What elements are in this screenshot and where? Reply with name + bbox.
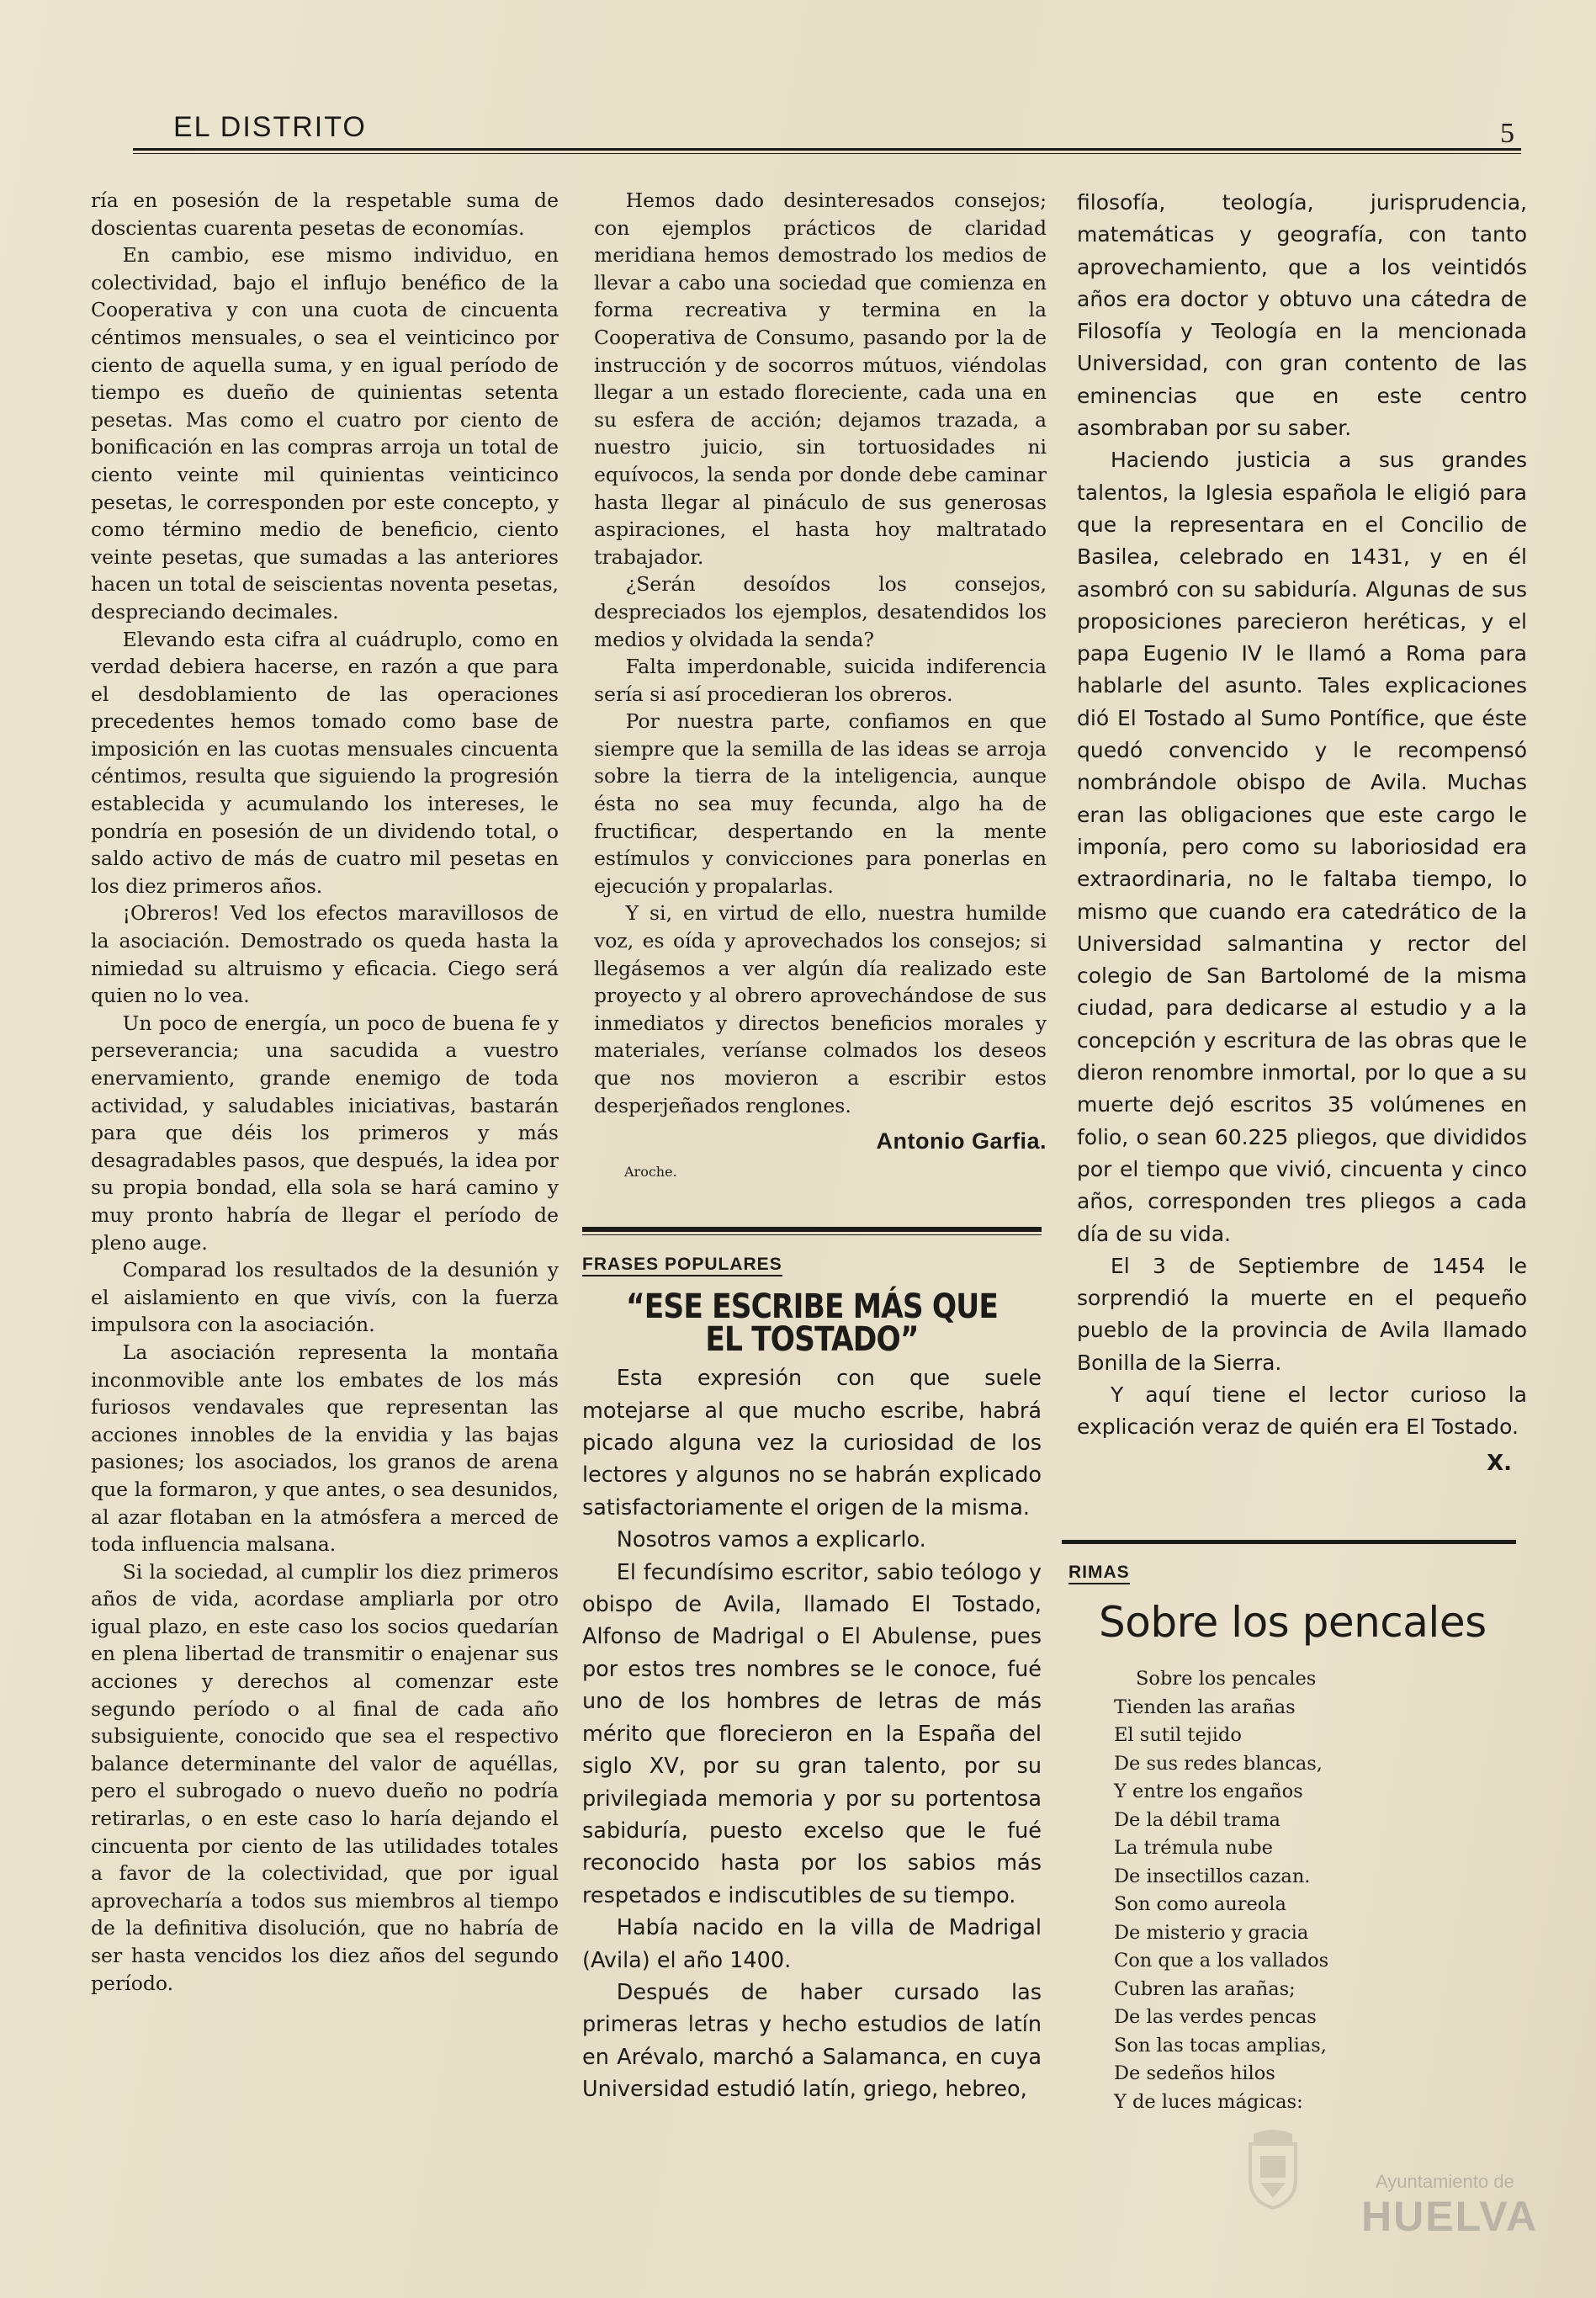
article-headline: “ESE ESCRIBE MÁS QUE EL TOSTADO”	[626, 1287, 998, 1359]
paragraph: El fecundísimo escritor, sabio teólogo y obispo de Avila, llamado El Tostado, Alfonso de Madrigal o El Abulense, pues por estos tres nombres se le conoce, fué uno de los hombres de letras de más mérito que florecieron en la España del siglo XV, por su gran talento, por su privilegiada memoria y por su portentosa sabiduría, puesto excelso que le fué reconocido hasta por los sabios más respetados e indiscutibles de su tiempo.	[582, 1559, 1042, 1908]
paragraph: Y si, en virtud de ello, nuestra humilde voz, es oída y aprovechados los consejos; si llegásemos a ver algún día realizado este proyecto y al obrero aprovechándose de sus inmediatos y directos beneficios morales y materiales, veríanse colmados los deseos que nos movieron a escribir estos desperjeñados renglones.	[594, 901, 1047, 1117]
page-number: 5	[1500, 118, 1514, 149]
poem-verse: De insectillos cazan.	[1114, 1865, 1311, 1887]
paragraph: Esta expresión con que suele motejarse al que mucho escribe, habrá picado alguna vez la curiosidad de los lectores y algunos no se habrán explicado satisfactoriamente el origen de la misma.	[582, 1366, 1042, 1521]
paragraph: Comparad los resultados de la desunión y el aislamiento en que vivís, con la fuerza impulsora con la asociación.	[91, 1258, 559, 1337]
paragraph: Haciendo justicia a sus grandes talentos, la Iglesia española le eligió para que la representara en el Concilio de Basilea, celebrado en 1431, y en él asombró con su sabiduría. Algunas de sus proposiciones parecieron heréticas, y el papa Eugenio IV le llamó a Roma para hablarle del asunto. Tales explicaciones dió El Tostado al Sumo Pontífice, que éste quedó convencido y le recompensó nombrándole obispo de Avila. Muchas eran las obligaciones que este cargo le imponía, pero como su laboriosidad era extraordinaria, no le faltaba tiempo, lo mismo que cuando era catedrático de la Universidad salmantina y rector del colegio de San Bartolomé de la misma ciudad, para dedicarse al estudio y a la concepción y escritura de las obras que le dieron renombre inmortal, por lo que a su muerte dejó escritos 35 volúmenes en folio, o sean 60.225 pliegos, que divididos por el tiempo que vivió, cincuenta y cinco años, corresponden tres pliegos a cada día de su vida.	[1077, 448, 1527, 1246]
poem-verse: El sutil tejido	[1114, 1724, 1242, 1746]
poem-verse: Sobre los pencales	[1136, 1668, 1317, 1690]
poem-verse: Son las tocas amplias,	[1114, 2034, 1327, 2057]
paragraph: ría en posesión de la respetable suma de doscientas cuarenta pesetas de economías.	[91, 188, 559, 240]
dateline-place: Aroche.	[624, 1163, 677, 1180]
paragraph: En cambio, ese mismo individuo, en colectividad, bajo el influjo benéfico de la Cooperativa y con una cuota de cincuenta céntimos mensuales, o sea el veinticinco por ciento de aquella suma, y en igual período de tiempo es dueño de quinientas setenta pesetas. Mas como el cuatro por ciento de bonificación en las compras arroja un total de ciento veinte mil quinientas veinticinco pesetas, le corresponden por este concepto, y como término medio de beneficio, ciento veinte pesetas, que sumadas a las anteriores hacen un total de seiscientas noventa pesetas, despreciando decimales.	[91, 243, 559, 624]
section-label-wrap	[1068, 1563, 1516, 1584]
paragraph: Por nuestra parte, confiamos en que siempre que la semilla de las ideas se arroja sobre la tierra de la inteligencia, aunque ésta no sea muy fecunda, algo ha de fructificar, despertando en la mente estímulos y convicciones para ponerlas en ejecución y propalarlas.	[594, 709, 1047, 898]
poem-verse: De sedeños hilos	[1114, 2062, 1275, 2084]
paragraph: Nosotros vamos a explicarlo.	[616, 1527, 926, 1553]
frases-populares-article	[582, 1227, 1042, 2106]
article-column-2	[594, 187, 1047, 1186]
paragraph: ¡Obreros! Ved los efectos maravillosos de la asociación. Demostrado os queda hasta la nimiedad su altruismo y eficacia. Ciego será quien no lo vea.	[91, 901, 559, 1008]
paragraph: La asociación representa la montaña inconmovible ante los embates de los más furiosos vendavales que representan las acciones innobles de la envidia y las bajas pasiones; los asociados, los granos de arena que la formaron, y que antes, o sea desunidos, al azar flotaban en la atmósfera a merced de toda influencia malsana.	[91, 1340, 559, 1557]
poem-verse: De las verdes pencas	[1114, 2006, 1317, 2028]
author-signature: X.	[1487, 1450, 1512, 1476]
poem-title: Sobre los pencales	[1099, 1598, 1487, 1647]
poem-verse: De sus redes blancas,	[1114, 1752, 1323, 1775]
section-rule	[582, 1227, 1042, 1232]
paragraph: Había nacido en la villa de Madrigal (Avila) el año 1400.	[582, 1915, 1042, 1973]
poem-verse: Cubren las arañas;	[1114, 1977, 1296, 2000]
poem-verse: De la débil trama	[1114, 1808, 1281, 1831]
article-column-1	[91, 187, 559, 1997]
paragraph: filosofía, teología, jurisprudencia, matemáticas y geografía, con tanto aprovechamiento, que a los veintidós años era doctor y obtuvo una cátedra de Filosofía y Teología en la mencionada Universidad, con gran contento de las eminencias que en este centro asombraban por su saber.	[1077, 190, 1527, 441]
poem-verse: De misterio y gracia	[1114, 1921, 1309, 1944]
paragraph: Falta imperdonable, suicida indiferencia sería si así procedieran los obreros.	[594, 655, 1047, 706]
poem-verse: Tienden las arañas	[1114, 1696, 1296, 1718]
poem-verses	[1062, 1665, 1516, 2116]
newspaper-title: EL DISTRITO	[173, 111, 367, 143]
poem-verse: Y entre los engaños	[1114, 1781, 1303, 1802]
author-signature: Antonio Garfia.	[876, 1128, 1047, 1154]
poem-verse: Con que a los vallados	[1114, 1950, 1329, 1972]
section-label: RIMAS	[1068, 1563, 1130, 1584]
article-column-3	[1077, 187, 1527, 1479]
paragraph: Un poco de energía, un poco de buena fe y perseverancia; una sacudida a vuestro enervamiento, grande enemigo de toda actividad, y saludables iniciativas, bastarán para que déis los primeros y más desagradables pasos, que después, la idea por su propia bondad, ella sola se hará camino y muy pronto habría de llegar el período de pleno auge.	[91, 1011, 559, 1255]
masthead-rule-thin	[133, 153, 1521, 154]
poem-verse: Y de luces mágicas:	[1114, 2090, 1303, 2113]
paragraph: Y aquí tiene el lector curioso la explicación veraz de quién era El Tostado.	[1077, 1382, 1527, 1440]
section-rule-thin	[582, 1234, 1042, 1235]
paragraph: Elevando esta cifra al cuádruplo, como en verdad debiera hacerse, en razón a que para el desdoblamiento de las operaciones precedentes hemos tomado como base de imposición en las cuotas mensuales cincuenta céntimos, resulta que siguiendo la progresión establecida y acumulando los intereses, le pondría en posesión de un dividendo total, o saldo activo de más de cuatro mil pesetas en los diez primeros años.	[91, 627, 559, 898]
city-seal-watermark	[1243, 2127, 1302, 2211]
paragraph: El 3 de Septiembre de 1454 le sorprendió la muerte en el pequeño pueblo de la provincia de Avila llamado Bonilla de la Sierra.	[1077, 1253, 1527, 1375]
watermark-label: Ayuntamiento de	[1376, 2171, 1514, 2192]
section-label-wrap	[582, 1247, 1042, 1279]
paragraph: ¿Serán desoídos los consejos, despreciados los ejemplos, desatendidos los medios y olvidada la senda?	[594, 572, 1047, 651]
watermark-city: HUELVA	[1361, 2193, 1539, 2240]
rimas-section	[1062, 1540, 1516, 2116]
paragraph: Después de haber cursado las primeras letras y hecho estudios de latín en Arévalo, marchó a Salamanca, en cuya Universidad estudió latín, griego, hebreo,	[582, 1979, 1042, 2103]
poem-verse: Son como aureola	[1114, 1893, 1286, 1915]
poem-verse: La trémula nube	[1114, 1837, 1273, 1859]
masthead-rule	[133, 148, 1521, 151]
section-label: FRASES POPULARES	[582, 1255, 782, 1276]
paragraph: Si la sociedad, al cumplir los diez primeros años de vida, acordase ampliarla por otro igual plazo, en este caso los socios quedarían en plena libertad de transmitir o enajenar sus acciones y derechos al comenzar este segundo período o al final de cada año subsiguiente, conocido que sea el respectivo balance determinante del valor de aquéllas, pero el subrogado o nuevo dueño no podría retirarlas, o en este caso lo haría dejando el cincuenta por ciento de las utilidades totales a favor de la colectividad, que por igual aprovecharía a todos sus miembros al tiempo de la definitiva disolución, que no habría de ser hasta vencidos los diez años del segundo período.	[91, 1559, 559, 1995]
paragraph: Hemos dado desinteresados consejos; con ejemplos prácticos de claridad meridiana hemos demostrado los medios de llevar a cabo una sociedad que comienza en forma recreativa y termina en la Cooperativa de Consumo, pasando por la de instrucción y de socorros mútuos, viéndolas llegar a un estado floreciente, cada una en su esfera de acción; dejamos trazada, a nuestro juicio, sin tortuosidades ni equívocos, la senda por donde debe caminar hasta llegar al pináculo de sus generosas aspiraciones, el hasta hoy maltratado trabajador.	[594, 188, 1047, 569]
section-rule	[1062, 1540, 1516, 1544]
masthead	[133, 108, 1521, 158]
